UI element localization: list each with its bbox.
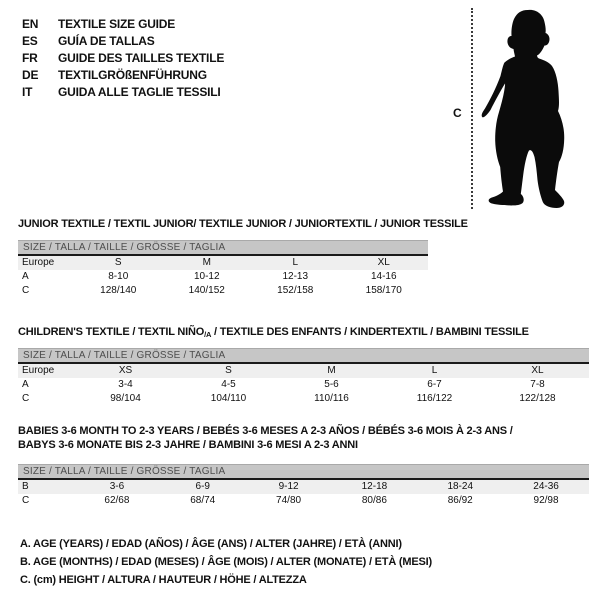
language-code: ES	[22, 34, 38, 48]
table-row-europe	[18, 364, 589, 378]
table-row-age	[18, 378, 589, 392]
legend-line-b: B. AGE (MONTHS) / EDAD (MESES) / ÂGE (MOIS) / ALTER (MONATE) / ETÀ (MESI)	[20, 556, 432, 568]
babies-size-table	[18, 464, 589, 508]
heading-text: / TEXTILE DES ENFANTS / KINDERTEXTIL / BAMBINI TESSILE	[211, 326, 529, 338]
height-cell: 122/128	[519, 393, 556, 404]
language-title: GUIDE DES TAILLES TEXTILE	[58, 51, 225, 65]
height-cell: 68/74	[190, 495, 216, 506]
section-heading-children	[18, 325, 529, 342]
row-label: C	[22, 393, 30, 404]
height-measure-label: C	[453, 106, 462, 120]
age-cell: 8-10	[108, 271, 129, 282]
age-cell: 18-24	[447, 481, 474, 492]
age-cell: 12-13	[282, 271, 309, 282]
age-cell: 9-12	[278, 481, 299, 492]
heading-line-1: BABIES 3-6 MONTH TO 2-3 YEARS / BEBÉS 3-6 MESES A 2-3 AÑOS / BÉBÉS 3-6 MOIS À 2-3 ANS /	[18, 425, 513, 437]
age-cell: 4-5	[221, 379, 236, 390]
height-cell: 128/140	[100, 285, 137, 296]
height-cell: 116/122	[416, 393, 453, 404]
height-cell: 92/98	[533, 495, 559, 506]
size-cell: S	[225, 365, 232, 376]
row-label: C	[22, 285, 30, 296]
row-label: Europe	[22, 365, 55, 376]
age-cell: 10-12	[193, 271, 220, 282]
language-code: IT	[22, 85, 33, 99]
height-cell: 152/158	[277, 285, 314, 296]
language-title: GUIDA ALLE TAGLIE TESSILI	[58, 85, 221, 99]
language-title: TEXTILE SIZE GUIDE	[58, 17, 176, 31]
heading-line-2: BABYS 3-6 MONATE BIS 2-3 JAHRE / BAMBINI 3-6 MESI A 2-3 ANNI	[18, 439, 358, 451]
height-cell: 158/170	[365, 285, 402, 296]
size-cell: XL	[377, 257, 390, 268]
height-cell: 86/92	[447, 495, 473, 506]
table-row-age	[18, 270, 428, 284]
legend	[20, 535, 432, 589]
language-title: GUÍA DE TALLAS	[58, 34, 155, 48]
age-cell: 5-6	[324, 379, 339, 390]
size-bar: SIZE / TALLA / TAILLE / GRÖSSE / TAGLIA	[18, 348, 589, 364]
height-cell: 110/116	[314, 393, 349, 404]
language-code: DE	[22, 68, 39, 82]
height-cell: 80/86	[361, 495, 387, 506]
legend-line-a: A. AGE (YEARS) / EDAD (AÑOS) / ÂGE (ANS) / ALTER (JAHRE) / ETÀ (ANNI)	[20, 538, 402, 550]
heading-subscript: /A	[204, 330, 212, 339]
table-row-height	[18, 392, 589, 406]
legend-line-c: C. (cm) HEIGHT / ALTURA / HAUTEUR / HÖHE / ALTEZZA	[20, 574, 307, 586]
table-row-europe	[18, 256, 428, 270]
size-cell: S	[114, 257, 122, 268]
section-heading-junior: JUNIOR TEXTILE / TEXTIL JUNIOR/ TEXTILE JUNIOR / JUNIORTEXTIL / JUNIOR TESSILE	[18, 218, 468, 230]
height-cell: 62/68	[104, 495, 130, 506]
size-cell: L	[292, 257, 299, 268]
size-cell: XS	[118, 365, 133, 376]
language-row-es	[22, 33, 224, 50]
size-cell: L	[431, 365, 438, 376]
row-label: Europe	[22, 257, 55, 268]
size-bar: SIZE / TALLA / TAILLE / GRÖSSE / TAGLIA	[18, 240, 428, 256]
height-cell: 98/104	[110, 393, 141, 404]
row-label: B	[22, 481, 29, 492]
language-list	[22, 16, 224, 101]
age-cell: 3-6	[109, 481, 125, 492]
table-row-height	[18, 494, 589, 508]
age-cell: 3-4	[118, 379, 133, 390]
age-cell: 14-16	[370, 271, 397, 282]
height-cell: 140/152	[188, 285, 225, 296]
toddler-silhouette-image	[480, 0, 600, 212]
language-code: EN	[22, 17, 39, 31]
size-bar: SIZE / TALLA / TAILLE / GRÖSSE / TAGLIA	[18, 464, 589, 480]
junior-size-table	[18, 240, 428, 298]
language-title: TEXTILGRÖßENFÜHRUNG	[58, 68, 207, 82]
height-cell: 104/110	[210, 393, 247, 404]
age-cell: 7-8	[530, 379, 545, 390]
table-row-height	[18, 284, 428, 298]
row-label: A	[22, 271, 29, 282]
children-size-table	[18, 348, 589, 406]
section-heading-babies	[18, 424, 513, 452]
height-measure-dotted-line	[471, 8, 473, 209]
table-row-age-months	[18, 480, 589, 494]
size-cell: M	[327, 365, 336, 376]
age-cell: 6-7	[427, 379, 442, 390]
age-cell: 6-9	[195, 481, 210, 492]
height-cell: 74/80	[276, 495, 302, 506]
size-cell: XL	[531, 365, 544, 376]
size-cell: M	[202, 257, 211, 268]
heading-text: CHILDREN'S TEXTILE / TEXTIL NIÑO	[18, 326, 205, 338]
language-row-fr	[22, 50, 224, 67]
row-label: A	[22, 379, 29, 390]
language-code: FR	[22, 51, 38, 65]
language-row-de	[22, 67, 224, 84]
age-cell: 12-18	[361, 481, 388, 492]
age-cell: 24-36	[533, 481, 559, 492]
row-label: C	[22, 495, 30, 506]
language-row-it	[22, 84, 224, 101]
language-row-en	[22, 16, 224, 33]
